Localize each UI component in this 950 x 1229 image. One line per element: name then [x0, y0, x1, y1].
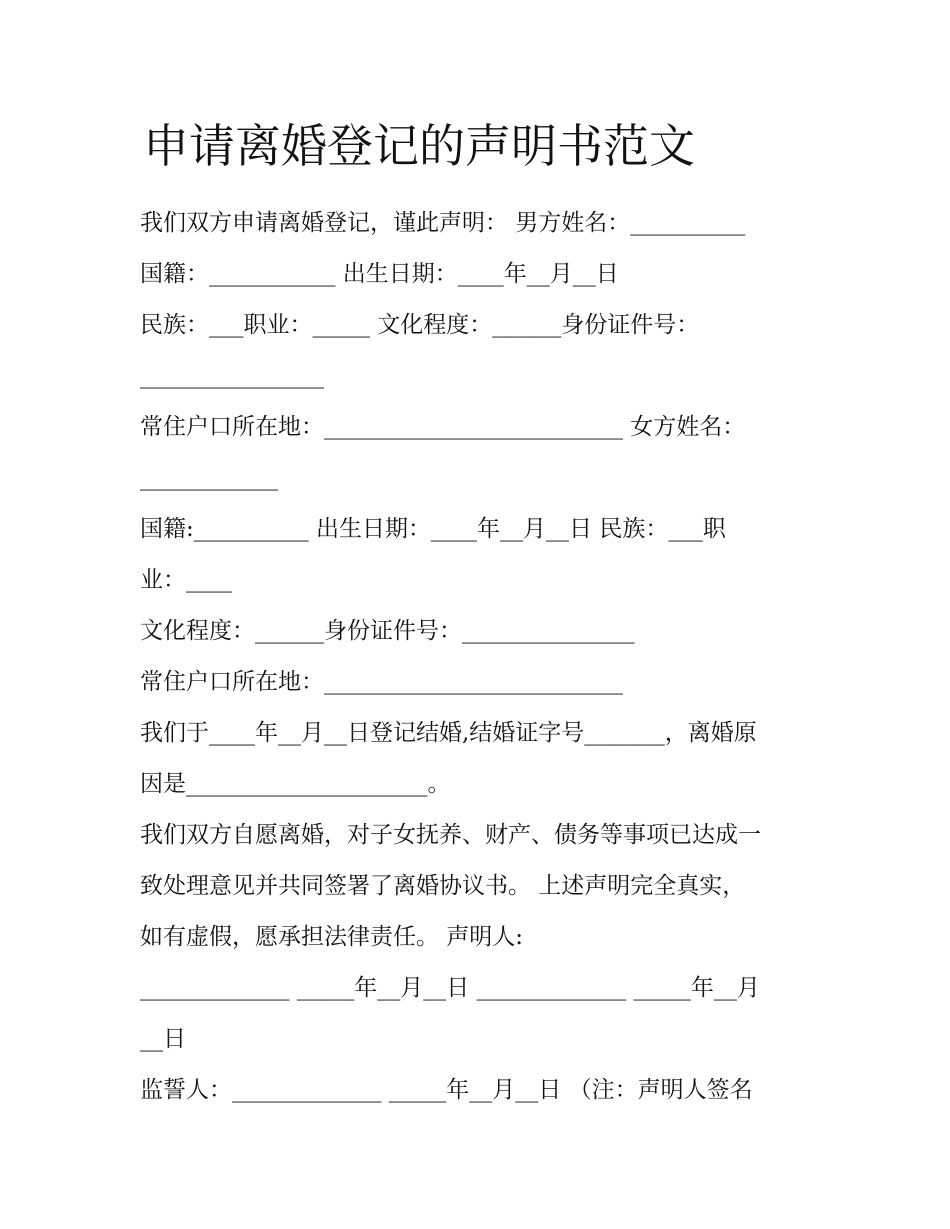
- document-title: 申请离婚登记的声明书范文: [143, 119, 695, 173]
- text-line-supervisor: 监誓人：_____________ _____年__月__日 （注：声明人签名: [140, 1077, 753, 1103]
- text-line-agreement-2: 致处理意见并共同签署了离婚协议书。 上述声明完全真实，: [140, 873, 746, 899]
- text-line-male-id-blank: ________________: [140, 363, 324, 389]
- text-line-declarant: 如有虚假，愿承担法律责任。 声明人:: [140, 924, 524, 950]
- text-line-male-residence-female-name: 常住户口所在地：__________________________ 女方姓名：: [140, 414, 746, 440]
- text-line-marriage-registration: 我们于____年__月__日登记结婚,结婚证字号_______，离婚原: [140, 720, 757, 746]
- text-line-signature-day: __日: [140, 1026, 186, 1052]
- text-line-male-nationality-birthdate: 国籍：___________ 出生日期：____年__月__日: [140, 261, 619, 287]
- text-line-declaration-intro: 我们双方申请离婚登记，谨此声明： 男方姓名：__________: [140, 210, 746, 236]
- text-line-female-education-id: 文化程度：______身份证件号：_______________: [140, 618, 635, 644]
- text-line-female-name-blank: ____________: [140, 465, 278, 491]
- text-line-divorce-reason: 因是_____________________。: [140, 771, 451, 797]
- text-line-female-nationality-birthdate: 国籍:__________ 出生日期：____年__月__日 民族：___职: [140, 516, 726, 542]
- text-line-female-residence: 常住户口所在地：__________________________: [140, 669, 623, 695]
- text-line-signature-dates: _____________ _____年__月__日 _____________ _____年__月: [140, 975, 760, 1001]
- text-line-agreement-1: 我们双方自愿离婚，对子女抚养、财产、债务等事项已达成一: [140, 822, 761, 848]
- text-line-male-ethnicity-occupation: 民族：___职业：_____ 文化程度：______身份证件号：: [140, 312, 700, 338]
- text-line-female-occupation: 业：____: [140, 567, 232, 593]
- document-body: [140, 198, 830, 1116]
